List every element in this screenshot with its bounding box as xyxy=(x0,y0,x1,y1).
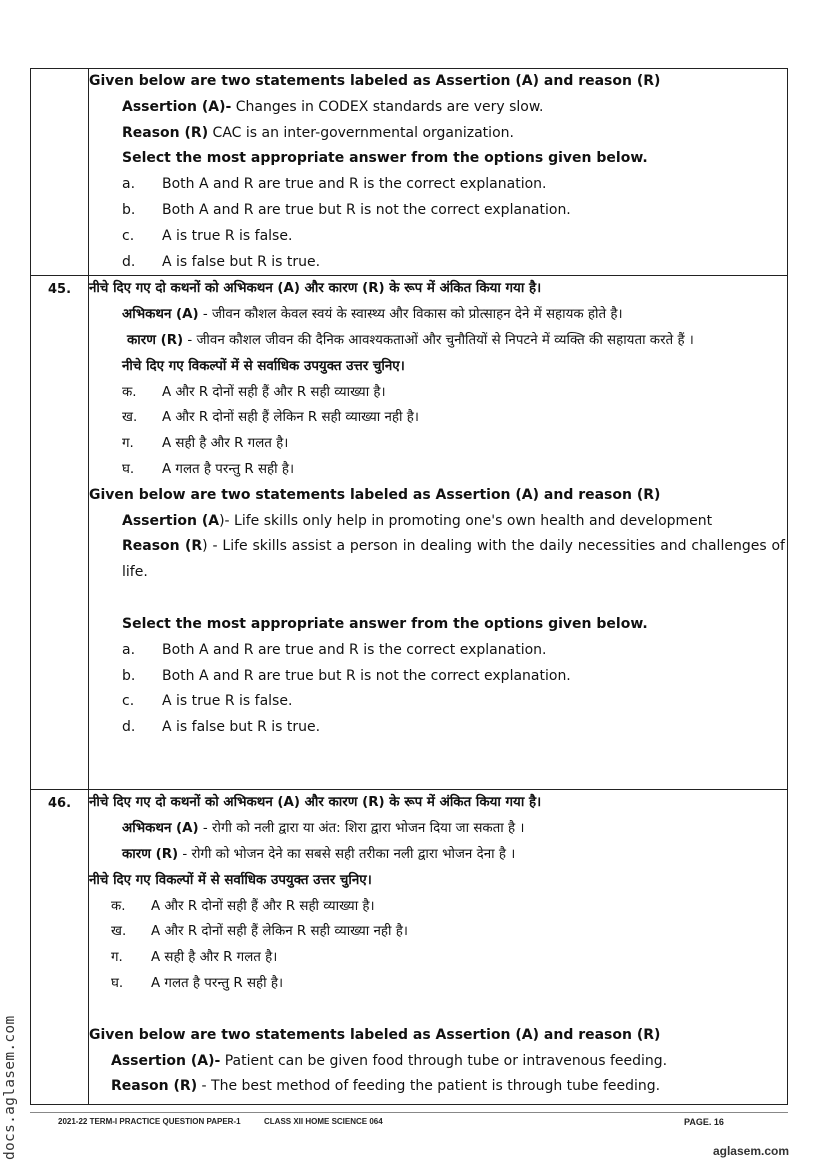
question-number-cell: 46. xyxy=(31,790,89,1105)
spacer xyxy=(89,997,787,1023)
hindi-select-instruction: नीचे दिए गए विकल्पों में से सर्वाधिक उपयुक्त उत्तर चुनिए। xyxy=(89,872,372,888)
side-watermark: docs.aglasem.com xyxy=(2,1015,18,1160)
question-row-45 xyxy=(31,276,788,790)
reason: Reason (R) - The best method of feeding the patient is through tube feeding. xyxy=(111,1078,661,1095)
option-b: b. Both A and R are true but R is not the correct explanation. xyxy=(122,201,571,218)
english-intro: Given below are two statements labeled as Assertion (A) and reason (R) xyxy=(89,73,661,89)
hindi-reason: कारण (R) - जीवन कौशल जीवन की दैनिक आवश्यकताओं और चुनौतियों से निपटने में व्यक्ति की सहायता करते हैं । xyxy=(127,332,694,348)
spacer xyxy=(89,586,787,612)
question-row-46 xyxy=(31,790,788,1105)
hindi-option-ga: ग. A सही है और R गलत है। xyxy=(111,950,278,966)
option-d: d. A is false but R is true. xyxy=(122,719,321,736)
question-row-44-continued xyxy=(31,69,788,276)
question-content xyxy=(89,69,788,276)
assertion: Assertion (A)- Life skills only help in promoting one's own health and development xyxy=(122,512,713,529)
question-content xyxy=(89,790,788,1105)
option-c: c. A is true R is false. xyxy=(122,693,293,710)
reason: Reason (R) CAC is an inter-governmental organization. xyxy=(122,124,514,141)
select-instruction: Select the most appropriate answer from the options given below. xyxy=(122,150,648,167)
hindi-option-ga: ग. A सही है और R गलत है। xyxy=(122,436,289,452)
hindi-reason: कारण (R) - रोगी को भोजन देने का सबसे सही तरीका नली द्वारा भोजन देना है । xyxy=(122,846,516,862)
option-b: b. Both A and R are true but R is not the correct explanation. xyxy=(122,667,571,684)
question-number-cell: 45. xyxy=(31,276,89,790)
hindi-option-gha: घ. A गलत है परन्तु R सही है। xyxy=(111,975,284,991)
hindi-option-kha: ख. A और R दोनों सही हैं लेकिन R सही व्याख्या नही है। xyxy=(122,410,419,426)
hindi-intro: नीचे दिए गए दो कथनों को अभिकथन (A) और कारण (R) के रूप में अंकित किया गया है। xyxy=(89,281,542,297)
footer-class-title: CLASS XII HOME SCIENCE 064 xyxy=(264,1117,383,1126)
assertion: Assertion (A)- Patient can be given food through tube or intravenous feeding. xyxy=(111,1052,668,1069)
site-logo-text[interactable]: aglasem.com xyxy=(712,1144,789,1158)
english-intro: Given below are two statements labeled as Assertion (A) and reason (R) xyxy=(89,486,661,503)
select-instruction: Select the most appropriate answer from the options given below. xyxy=(122,615,648,632)
hindi-select-instruction: नीचे दिए गए विकल्पों में से सर्वाधिक उपयुक्त उत्तर चुनिए। xyxy=(122,358,405,374)
option-d: d. A is false but R is true. xyxy=(122,253,321,270)
footer-page-number: PAGE. 16 xyxy=(684,1117,724,1127)
hindi-intro: नीचे दिए गए दो कथनों को अभिकथन (A) और कारण (R) के रूप में अंकित किया गया है। xyxy=(89,795,542,811)
hindi-option-kha: ख. A और R दोनों सही हैं लेकिन R सही व्याख्या नही है। xyxy=(111,924,408,940)
option-a: a. Both A and R are true and R is the correct explanation. xyxy=(122,641,547,658)
question-table xyxy=(30,68,788,1105)
hindi-option-ka: क. A और R दोनों सही हैं और R सही व्याख्या है। xyxy=(111,898,375,914)
hindi-option-gha: घ. A गलत है परन्तु R सही है। xyxy=(122,461,295,477)
reason: Reason (R) - Life skills assist a person in dealing with the daily necessities and challenges of life. xyxy=(122,538,785,581)
question-content xyxy=(89,276,788,790)
hindi-assertion: अभिकथन (A) - जीवन कौशल केवल स्वयं के स्वास्थ्य और विकास को प्रोत्साहन देने में सहायक होते है। xyxy=(122,307,623,323)
question-number-cell xyxy=(31,69,89,276)
hindi-option-ka: क. A और R दोनों सही हैं और R सही व्याख्या है। xyxy=(122,384,386,400)
hindi-assertion: अभिकथन (A) - रोगी को नली द्वारा या अंत: शिरा द्वारा भोजन दिया जा सकता है । xyxy=(122,821,525,837)
option-c: c. A is true R is false. xyxy=(122,227,293,244)
english-intro: Given below are two statements labeled as Assertion (A) and reason (R) xyxy=(89,1026,661,1043)
footer-paper-title: 2021-22 TERM-I PRACTICE QUESTION PAPER-1 xyxy=(58,1117,241,1126)
footer-divider xyxy=(30,1112,788,1113)
option-a: a. Both A and R are true and R is the correct explanation. xyxy=(122,176,547,193)
assertion: Assertion (A)- Changes in CODEX standards are very slow. xyxy=(122,98,544,115)
